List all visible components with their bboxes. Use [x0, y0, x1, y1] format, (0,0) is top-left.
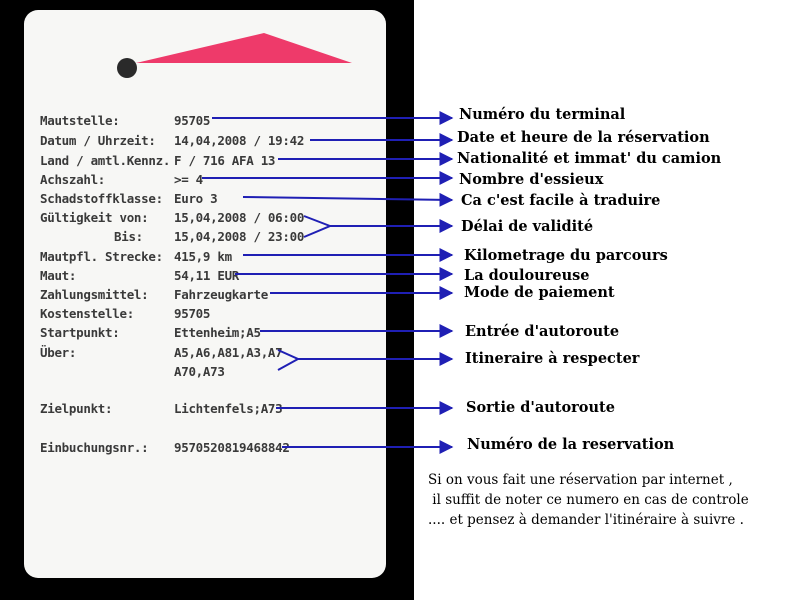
field-label: Zahlungsmittel: — [40, 287, 149, 302]
annotation-emission: Ca c'est facile à traduire — [461, 192, 661, 209]
field-label: Kostenstelle: — [40, 306, 134, 321]
field-label: Gültigkeit von: — [40, 210, 149, 225]
field-label: Schadstoffklasse: — [40, 191, 163, 206]
bracket-itinerary — [278, 350, 298, 370]
footnote-line: Si on vous fait une réservation par internet , — [428, 472, 733, 488]
annotation-date: Date et heure de la réservation — [457, 129, 710, 146]
field-value: 415,9 km — [174, 249, 232, 264]
annotation-nationality: Nationalité et immat' du camion — [457, 150, 722, 167]
annotation-cost: La douloureuse — [464, 267, 590, 284]
field-value: Ettenheim;A5 — [174, 325, 261, 340]
field-value: 15,04,2008 / 06:00 — [174, 210, 305, 225]
footnote — [428, 470, 749, 530]
footnote-line: il suffit de noter ce numero en cas de controle — [428, 492, 749, 508]
field-label: Land / amtl.Kennz. — [40, 153, 171, 168]
annotation-reservation: Numéro de la reservation — [467, 436, 675, 453]
field-label: Achszahl: — [40, 172, 106, 187]
field-label: Einbuchungsnr.: — [40, 440, 149, 455]
annotation-entry: Entrée d'autoroute — [465, 323, 620, 340]
field-value: 54,11 EUR — [174, 268, 240, 283]
field-value: >= 4 — [174, 172, 203, 187]
field-label: Maut: — [40, 268, 77, 283]
field-value: A5,A6,A81,A3,A7 — [174, 345, 283, 360]
field-value: 14,04,2008 / 19:42 — [174, 133, 305, 148]
arrow-emission — [243, 197, 452, 200]
field-value: 9570520819468842 — [174, 440, 290, 455]
annotation-axles: Nombre d'essieux — [459, 171, 604, 188]
annotation-itinerary: Itineraire à respecter — [465, 350, 640, 367]
field-label: Mautpfl. Strecke: — [40, 249, 163, 264]
annotation-terminal: Numéro du terminal — [459, 106, 626, 123]
field-value: 95705 — [174, 113, 211, 128]
annotation-exit: Sortie d'autoroute — [466, 399, 615, 416]
field-label: Zielpunkt: — [40, 401, 113, 416]
field-value: 15,04,2008 / 23:00 — [174, 229, 305, 244]
field-label: Über: — [40, 345, 77, 360]
field-value: Fahrzeugkarte — [174, 287, 268, 302]
field-label: Bis: — [114, 229, 143, 244]
field-value: 95705 — [174, 306, 211, 321]
field-value: F / 716 AFA 13 — [174, 153, 276, 168]
annotation-distance: Kilometrage du parcours — [464, 247, 668, 264]
field-value: Euro 3 — [174, 191, 218, 206]
field-label: Startpunkt: — [40, 325, 120, 340]
field-value: Lichtenfels;A73 — [174, 401, 283, 416]
bracket-validity — [304, 216, 330, 237]
annotation-payment: Mode de paiement — [464, 284, 615, 301]
field-label: Datum / Uhrzeit: — [40, 133, 156, 148]
field-label: Mautstelle: — [40, 113, 120, 128]
field-value: A70,A73 — [174, 364, 225, 379]
annotation-validity: Délai de validité — [461, 218, 594, 235]
footnote-line: .... et pensez à demander l'itinéraire à suivre . — [428, 512, 744, 528]
